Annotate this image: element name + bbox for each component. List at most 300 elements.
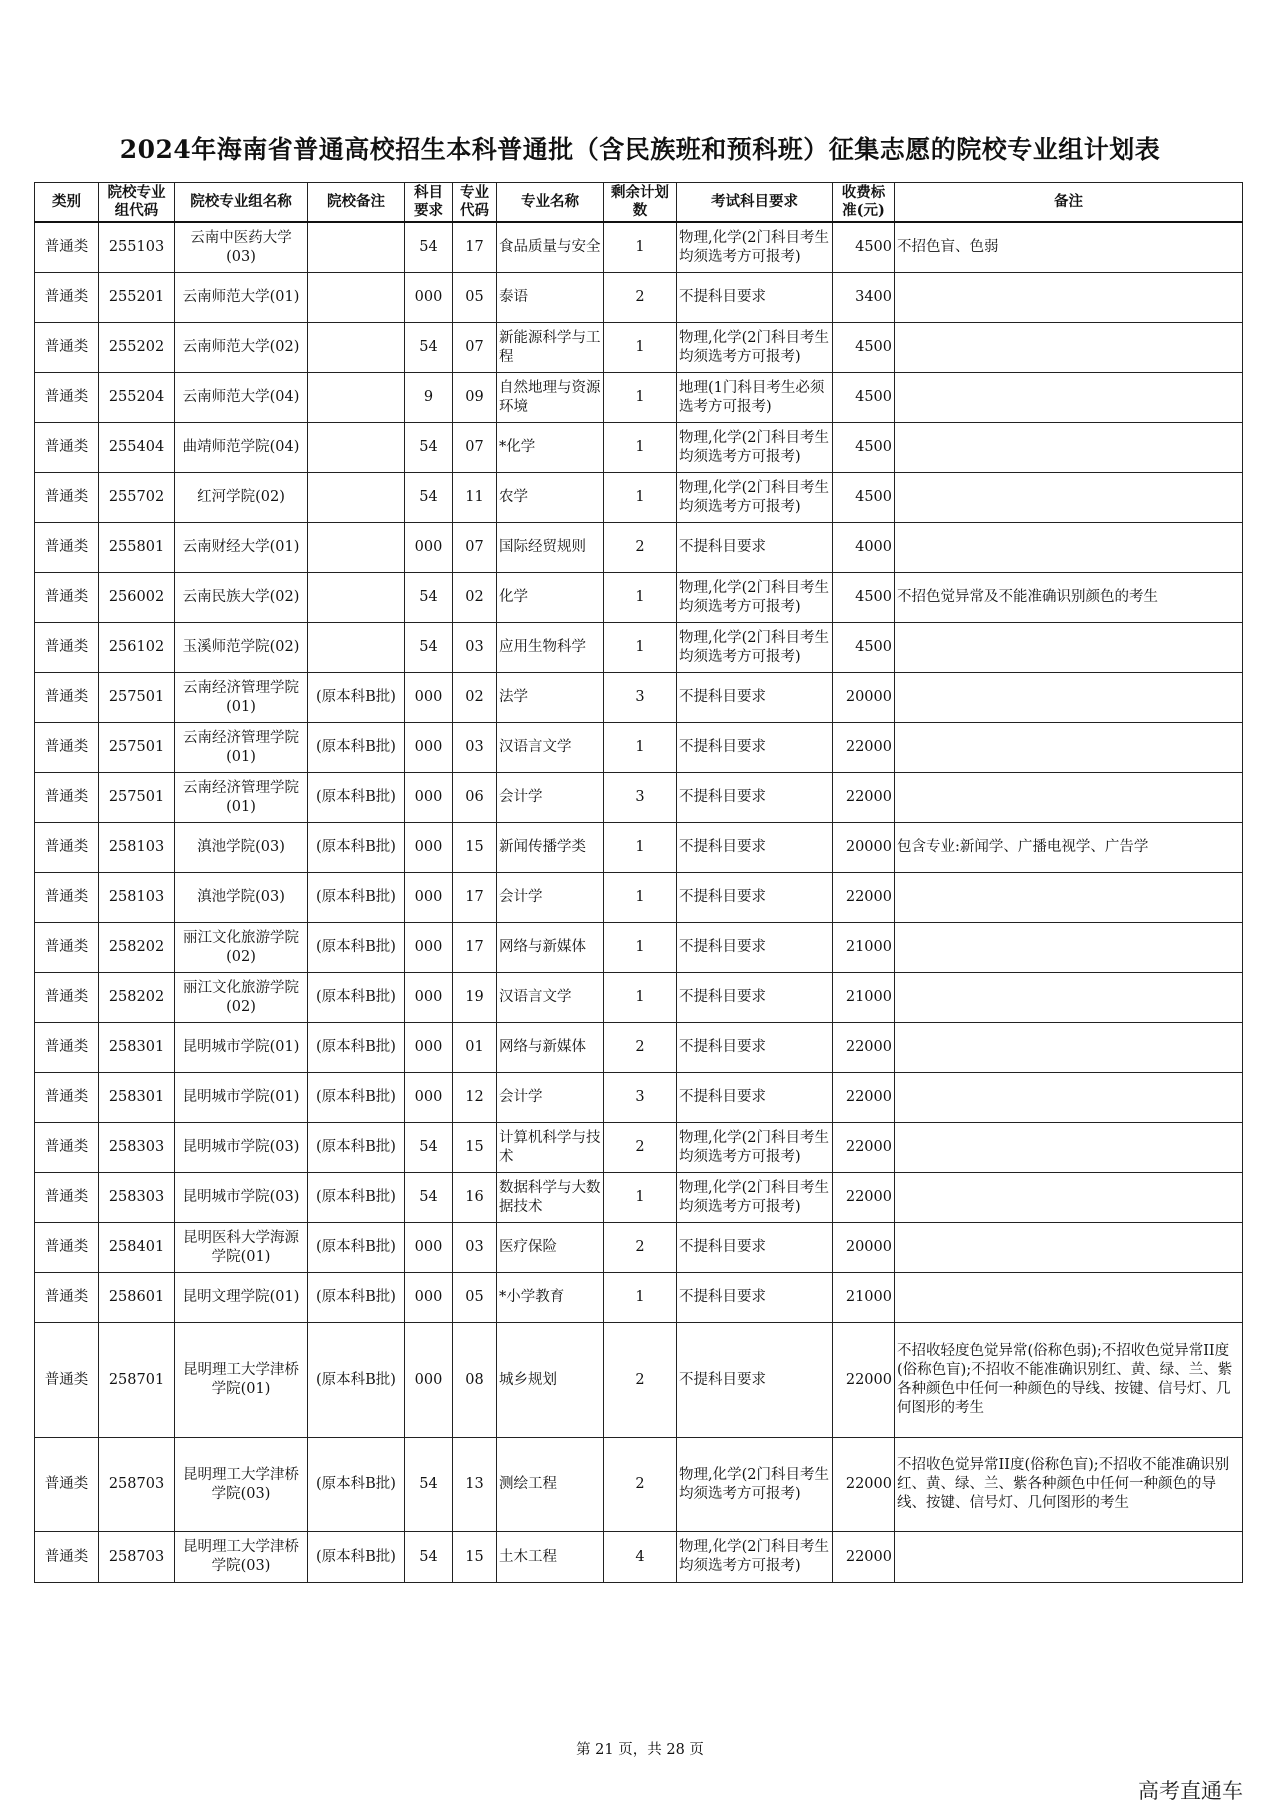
cell-major-code: 09 [453, 373, 497, 423]
cell-group-name: 昆明理工大学津桥学院(03) [175, 1532, 308, 1583]
cell-remaining-plan: 2 [604, 523, 677, 573]
table-row [35, 823, 1243, 873]
cell-remarks [895, 373, 1243, 423]
cell-group-name: 昆明理工大学津桥学院(03) [175, 1438, 308, 1532]
cell-remaining-plan: 1 [604, 723, 677, 773]
cell-exam-subject-req: 不提科目要求 [677, 723, 833, 773]
cell-major-code: 12 [453, 1073, 497, 1123]
table-row [35, 673, 1243, 723]
cell-remaining-plan: 1 [604, 623, 677, 673]
cell-remaining-plan: 1 [604, 473, 677, 523]
table-row [35, 873, 1243, 923]
cell-school-note: (原本科B批) [308, 1438, 405, 1532]
cell-subject-req: 000 [405, 1323, 453, 1438]
cell-remarks [895, 1173, 1243, 1223]
cell-group-name: 曲靖师范学院(04) [175, 423, 308, 473]
cell-group-name: 云南师范大学(01) [175, 273, 308, 323]
cell-exam-subject-req: 不提科目要求 [677, 1323, 833, 1438]
cell-remaining-plan: 3 [604, 1073, 677, 1123]
cell-remaining-plan: 2 [604, 1223, 677, 1273]
cell-major-code: 07 [453, 323, 497, 373]
cell-school-note [308, 273, 405, 323]
cell-group-code: 255702 [99, 473, 175, 523]
cell-school-note: (原本科B批) [308, 1532, 405, 1583]
cell-fee: 22000 [833, 723, 895, 773]
cell-remarks [895, 723, 1243, 773]
cell-category: 普通类 [35, 923, 99, 973]
cell-school-note: (原本科B批) [308, 1223, 405, 1273]
cell-subject-req: 9 [405, 373, 453, 423]
table-row [35, 273, 1243, 323]
cell-major-name: 土木工程 [497, 1532, 604, 1583]
cell-group-code: 255201 [99, 273, 175, 323]
cell-remarks [895, 1023, 1243, 1073]
cell-subject-req: 54 [405, 623, 453, 673]
cell-major-name: 农学 [497, 473, 604, 523]
cell-group-code: 258301 [99, 1073, 175, 1123]
cell-category: 普通类 [35, 1223, 99, 1273]
cell-major-code: 03 [453, 1223, 497, 1273]
cell-school-note: (原本科B批) [308, 773, 405, 823]
cell-fee: 22000 [833, 1023, 895, 1073]
cell-category: 普通类 [35, 1073, 99, 1123]
cell-school-note [308, 523, 405, 573]
cell-remarks [895, 523, 1243, 573]
header-exam-subject-req: 考试科目要求 [677, 183, 833, 223]
cell-group-name: 昆明城市学院(01) [175, 1073, 308, 1123]
cell-fee: 22000 [833, 1123, 895, 1173]
header-category: 类别 [35, 183, 99, 223]
cell-subject-req: 54 [405, 423, 453, 473]
cell-exam-subject-req: 不提科目要求 [677, 523, 833, 573]
cell-category: 普通类 [35, 1273, 99, 1323]
cell-category: 普通类 [35, 273, 99, 323]
cell-category: 普通类 [35, 1438, 99, 1532]
cell-remarks [895, 423, 1243, 473]
cell-school-note: (原本科B批) [308, 973, 405, 1023]
cell-remaining-plan: 1 [604, 923, 677, 973]
cell-exam-subject-req: 不提科目要求 [677, 1273, 833, 1323]
cell-fee: 22000 [833, 773, 895, 823]
cell-subject-req: 000 [405, 973, 453, 1023]
cell-major-name: 会计学 [497, 873, 604, 923]
cell-major-name: 食品质量与安全 [497, 222, 604, 273]
cell-major-code: 02 [453, 573, 497, 623]
cell-school-note: (原本科B批) [308, 1173, 405, 1223]
cell-major-name: 法学 [497, 673, 604, 723]
cell-fee: 22000 [833, 873, 895, 923]
cell-group-code: 258303 [99, 1123, 175, 1173]
header-group-name: 院校专业组名称 [175, 183, 308, 223]
cell-remaining-plan: 1 [604, 373, 677, 423]
cell-school-note [308, 373, 405, 423]
cell-fee: 4000 [833, 523, 895, 573]
cell-exam-subject-req: 不提科目要求 [677, 773, 833, 823]
cell-remarks [895, 1073, 1243, 1123]
cell-subject-req: 000 [405, 723, 453, 773]
cell-major-name: 会计学 [497, 1073, 604, 1123]
cell-major-code: 19 [453, 973, 497, 1023]
cell-subject-req: 000 [405, 523, 453, 573]
cell-school-note [308, 623, 405, 673]
table-header-row [35, 183, 1243, 223]
table-row [35, 623, 1243, 673]
cell-exam-subject-req: 不提科目要求 [677, 973, 833, 1023]
cell-category: 普通类 [35, 673, 99, 723]
cell-major-name: *化学 [497, 423, 604, 473]
cell-group-code: 255404 [99, 423, 175, 473]
cell-exam-subject-req: 不提科目要求 [677, 873, 833, 923]
cell-subject-req: 54 [405, 473, 453, 523]
table-row [35, 473, 1243, 523]
cell-school-note: (原本科B批) [308, 1023, 405, 1073]
cell-fee: 4500 [833, 222, 895, 273]
cell-exam-subject-req: 物理,化学(2门科目考生均须选考方可报考) [677, 222, 833, 273]
cell-category: 普通类 [35, 723, 99, 773]
cell-major-code: 07 [453, 423, 497, 473]
cell-group-name: 昆明城市学院(03) [175, 1123, 308, 1173]
table-row [35, 222, 1243, 273]
cell-school-note: (原本科B批) [308, 823, 405, 873]
table-row [35, 1273, 1243, 1323]
cell-major-name: 网络与新媒体 [497, 923, 604, 973]
cell-remarks [895, 1223, 1243, 1273]
cell-group-code: 258401 [99, 1223, 175, 1273]
cell-remarks [895, 973, 1243, 1023]
cell-major-code: 15 [453, 1532, 497, 1583]
table-row [35, 1073, 1243, 1123]
cell-fee: 22000 [833, 1323, 895, 1438]
table-row [35, 1173, 1243, 1223]
cell-major-code: 17 [453, 222, 497, 273]
cell-major-code: 01 [453, 1023, 497, 1073]
cell-group-code: 258703 [99, 1532, 175, 1583]
cell-remarks [895, 273, 1243, 323]
cell-category: 普通类 [35, 423, 99, 473]
cell-fee: 4500 [833, 473, 895, 523]
cell-school-note [308, 323, 405, 373]
cell-exam-subject-req: 不提科目要求 [677, 1073, 833, 1123]
cell-remaining-plan: 2 [604, 273, 677, 323]
watermark: 高考直通车 [1138, 1779, 1243, 1803]
cell-remarks: 不招收色觉异常II度(俗称色盲);不招收不能准确识别红、黄、绿、兰、紫各种颜色中任何一种颜色的导线、按键、信号灯、几何图形的考生 [895, 1438, 1243, 1532]
cell-group-name: 滇池学院(03) [175, 873, 308, 923]
cell-group-name: 昆明城市学院(03) [175, 1173, 308, 1223]
cell-major-code: 15 [453, 1123, 497, 1173]
cell-group-code: 258202 [99, 973, 175, 1023]
cell-remarks [895, 623, 1243, 673]
cell-remarks [895, 873, 1243, 923]
cell-remaining-plan: 1 [604, 1173, 677, 1223]
cell-fee: 22000 [833, 1173, 895, 1223]
cell-exam-subject-req: 不提科目要求 [677, 823, 833, 873]
table-row [35, 373, 1243, 423]
cell-fee: 4500 [833, 423, 895, 473]
table-row [35, 1323, 1243, 1438]
header-fee: 收费标准(元) [833, 183, 895, 223]
cell-remaining-plan: 2 [604, 1023, 677, 1073]
cell-subject-req: 54 [405, 1438, 453, 1532]
cell-subject-req: 000 [405, 1223, 453, 1273]
table-row [35, 523, 1243, 573]
plan-table [34, 182, 1243, 1583]
cell-group-code: 257501 [99, 773, 175, 823]
cell-major-name: 城乡规划 [497, 1323, 604, 1438]
cell-remaining-plan: 1 [604, 823, 677, 873]
cell-major-code: 13 [453, 1438, 497, 1532]
cell-major-code: 17 [453, 873, 497, 923]
table-row [35, 1123, 1243, 1173]
cell-category: 普通类 [35, 373, 99, 423]
cell-major-code: 05 [453, 1273, 497, 1323]
cell-remarks [895, 1532, 1243, 1583]
cell-subject-req: 000 [405, 673, 453, 723]
cell-category: 普通类 [35, 823, 99, 873]
cell-group-code: 255202 [99, 323, 175, 373]
cell-remaining-plan: 1 [604, 873, 677, 923]
cell-group-code: 255801 [99, 523, 175, 573]
cell-subject-req: 000 [405, 923, 453, 973]
cell-remaining-plan: 1 [604, 1273, 677, 1323]
cell-subject-req: 54 [405, 1123, 453, 1173]
cell-group-name: 云南民族大学(02) [175, 573, 308, 623]
cell-remarks: 不招色觉异常及不能准确识别颜色的考生 [895, 573, 1243, 623]
cell-group-name: 云南师范大学(02) [175, 323, 308, 373]
table-row [35, 1438, 1243, 1532]
cell-major-code: 17 [453, 923, 497, 973]
cell-subject-req: 54 [405, 1532, 453, 1583]
page-title: 2024年海南省普通高校招生本科普通批（含民族班和预科班）征集志愿的院校专业组计划表 [119, 135, 1161, 164]
cell-group-name: 云南经济管理学院(01) [175, 773, 308, 823]
cell-subject-req: 000 [405, 873, 453, 923]
cell-category: 普通类 [35, 1532, 99, 1583]
cell-major-code: 05 [453, 273, 497, 323]
table-row [35, 423, 1243, 473]
cell-major-name: 计算机科学与技术 [497, 1123, 604, 1173]
cell-remarks [895, 1273, 1243, 1323]
cell-major-name: 医疗保险 [497, 1223, 604, 1273]
cell-major-name: 会计学 [497, 773, 604, 823]
cell-category: 普通类 [35, 523, 99, 573]
header-remaining-plan: 剩余计划数 [604, 183, 677, 223]
cell-major-name: 新能源科学与工程 [497, 323, 604, 373]
cell-remaining-plan: 4 [604, 1532, 677, 1583]
cell-group-code: 258303 [99, 1173, 175, 1223]
cell-subject-req: 000 [405, 1023, 453, 1073]
cell-group-name: 昆明理工大学津桥学院(01) [175, 1323, 308, 1438]
cell-group-code: 258703 [99, 1438, 175, 1532]
page-footer: 第 21 页，共 28 页 [576, 1742, 704, 1758]
cell-school-note: (原本科B批) [308, 723, 405, 773]
table-row [35, 1023, 1243, 1073]
cell-category: 普通类 [35, 623, 99, 673]
cell-remarks: 包含专业:新闻学、广播电视学、广告学 [895, 823, 1243, 873]
cell-exam-subject-req: 物理,化学(2门科目考生均须选考方可报考) [677, 323, 833, 373]
cell-major-code: 16 [453, 1173, 497, 1223]
cell-group-name: 云南经济管理学院(01) [175, 673, 308, 723]
cell-school-note [308, 423, 405, 473]
cell-exam-subject-req: 物理,化学(2门科目考生均须选考方可报考) [677, 623, 833, 673]
cell-exam-subject-req: 不提科目要求 [677, 923, 833, 973]
cell-remaining-plan: 2 [604, 1438, 677, 1532]
cell-fee: 21000 [833, 973, 895, 1023]
cell-category: 普通类 [35, 323, 99, 373]
cell-school-note: (原本科B批) [308, 1073, 405, 1123]
table-row [35, 1532, 1243, 1583]
cell-category: 普通类 [35, 222, 99, 273]
cell-exam-subject-req: 不提科目要求 [677, 673, 833, 723]
cell-fee: 20000 [833, 823, 895, 873]
table-row [35, 323, 1243, 373]
cell-group-code: 255204 [99, 373, 175, 423]
header-group-code: 院校专业组代码 [99, 183, 175, 223]
cell-remarks [895, 673, 1243, 723]
table-row [35, 573, 1243, 623]
cell-fee: 4500 [833, 373, 895, 423]
cell-group-name: 云南经济管理学院(01) [175, 723, 308, 773]
cell-major-name: 汉语言文学 [497, 723, 604, 773]
cell-group-code: 258701 [99, 1323, 175, 1438]
cell-category: 普通类 [35, 973, 99, 1023]
cell-exam-subject-req: 不提科目要求 [677, 273, 833, 323]
cell-fee: 4500 [833, 623, 895, 673]
cell-school-note: (原本科B批) [308, 1323, 405, 1438]
cell-major-code: 07 [453, 523, 497, 573]
cell-group-code: 258301 [99, 1023, 175, 1073]
header-major-name: 专业名称 [497, 183, 604, 223]
cell-exam-subject-req: 物理,化学(2门科目考生均须选考方可报考) [677, 1532, 833, 1583]
cell-group-name: 丽江文化旅游学院(02) [175, 923, 308, 973]
cell-major-code: 03 [453, 623, 497, 673]
cell-major-name: *小学教育 [497, 1273, 604, 1323]
cell-fee: 22000 [833, 1438, 895, 1532]
cell-remaining-plan: 2 [604, 1123, 677, 1173]
cell-exam-subject-req: 物理,化学(2门科目考生均须选考方可报考) [677, 1438, 833, 1532]
cell-fee: 20000 [833, 673, 895, 723]
cell-major-name: 国际经贸规则 [497, 523, 604, 573]
cell-group-name: 玉溪师范学院(02) [175, 623, 308, 673]
cell-group-code: 256102 [99, 623, 175, 673]
cell-major-code: 11 [453, 473, 497, 523]
table-row [35, 973, 1243, 1023]
cell-remaining-plan: 3 [604, 673, 677, 723]
cell-fee: 3400 [833, 273, 895, 323]
header-school-note: 院校备注 [308, 183, 405, 223]
cell-major-code: 03 [453, 723, 497, 773]
cell-group-code: 257501 [99, 673, 175, 723]
cell-remaining-plan: 1 [604, 323, 677, 373]
cell-category: 普通类 [35, 573, 99, 623]
cell-major-name: 新闻传播学类 [497, 823, 604, 873]
cell-major-name: 测绘工程 [497, 1438, 604, 1532]
cell-group-name: 昆明城市学院(01) [175, 1023, 308, 1073]
cell-fee: 22000 [833, 1073, 895, 1123]
cell-group-code: 257501 [99, 723, 175, 773]
cell-subject-req: 000 [405, 823, 453, 873]
cell-remarks [895, 1123, 1243, 1173]
cell-subject-req: 000 [405, 273, 453, 323]
cell-fee: 21000 [833, 1273, 895, 1323]
cell-group-code: 258601 [99, 1273, 175, 1323]
cell-exam-subject-req: 不提科目要求 [677, 1223, 833, 1273]
cell-group-name: 昆明医科大学海源学院(01) [175, 1223, 308, 1273]
cell-subject-req: 000 [405, 1073, 453, 1123]
cell-fee: 21000 [833, 923, 895, 973]
cell-remaining-plan: 1 [604, 973, 677, 1023]
cell-group-code: 258103 [99, 873, 175, 923]
cell-subject-req: 54 [405, 222, 453, 273]
cell-school-note: (原本科B批) [308, 673, 405, 723]
cell-school-note [308, 573, 405, 623]
cell-major-name: 数据科学与大数据技术 [497, 1173, 604, 1223]
cell-exam-subject-req: 物理,化学(2门科目考生均须选考方可报考) [677, 473, 833, 523]
cell-group-name: 云南财经大学(01) [175, 523, 308, 573]
cell-exam-subject-req: 物理,化学(2门科目考生均须选考方可报考) [677, 1123, 833, 1173]
cell-remarks [895, 923, 1243, 973]
cell-group-name: 红河学院(02) [175, 473, 308, 523]
table-row [35, 723, 1243, 773]
cell-category: 普通类 [35, 1323, 99, 1438]
cell-remarks: 不招收轻度色觉异常(俗称色弱);不招收色觉异常II度(俗称色盲);不招收不能准确识别红、黄、绿、兰、紫各种颜色中任何一种颜色的导线、按键、信号灯、几何图形的考生 [895, 1323, 1243, 1438]
cell-major-code: 06 [453, 773, 497, 823]
cell-exam-subject-req: 不提科目要求 [677, 1023, 833, 1073]
cell-fee: 4500 [833, 323, 895, 373]
cell-group-code: 255103 [99, 222, 175, 273]
cell-remaining-plan: 3 [604, 773, 677, 823]
cell-school-note: (原本科B批) [308, 873, 405, 923]
cell-category: 普通类 [35, 1123, 99, 1173]
cell-group-name: 云南中医药大学(03) [175, 222, 308, 273]
cell-remaining-plan: 1 [604, 222, 677, 273]
cell-subject-req: 000 [405, 773, 453, 823]
cell-remarks: 不招色盲、色弱 [895, 222, 1243, 273]
cell-major-name: 网络与新媒体 [497, 1023, 604, 1073]
header-major-code: 专业代码 [453, 183, 497, 223]
cell-group-name: 滇池学院(03) [175, 823, 308, 873]
cell-exam-subject-req: 地理(1门科目考生必须选考方可报考) [677, 373, 833, 423]
cell-category: 普通类 [35, 1023, 99, 1073]
header-subject-req: 科目要求 [405, 183, 453, 223]
cell-remaining-plan: 1 [604, 573, 677, 623]
cell-group-name: 昆明文理学院(01) [175, 1273, 308, 1323]
cell-major-name: 化学 [497, 573, 604, 623]
cell-school-note: (原本科B批) [308, 923, 405, 973]
cell-group-code: 258103 [99, 823, 175, 873]
cell-exam-subject-req: 物理,化学(2门科目考生均须选考方可报考) [677, 423, 833, 473]
cell-category: 普通类 [35, 473, 99, 523]
cell-fee: 4500 [833, 573, 895, 623]
header-remarks: 备注 [895, 183, 1243, 223]
cell-subject-req: 54 [405, 323, 453, 373]
cell-exam-subject-req: 物理,化学(2门科目考生均须选考方可报考) [677, 1173, 833, 1223]
cell-school-note: (原本科B批) [308, 1123, 405, 1173]
cell-exam-subject-req: 物理,化学(2门科目考生均须选考方可报考) [677, 573, 833, 623]
table-row [35, 923, 1243, 973]
cell-remarks [895, 773, 1243, 823]
cell-major-name: 泰语 [497, 273, 604, 323]
cell-fee: 20000 [833, 1223, 895, 1273]
cell-category: 普通类 [35, 773, 99, 823]
cell-remarks [895, 323, 1243, 373]
cell-remaining-plan: 1 [604, 423, 677, 473]
cell-major-name: 汉语言文学 [497, 973, 604, 1023]
table-row [35, 773, 1243, 823]
cell-major-code: 02 [453, 673, 497, 723]
cell-group-code: 256002 [99, 573, 175, 623]
cell-remarks [895, 473, 1243, 523]
cell-school-note [308, 222, 405, 273]
cell-major-code: 15 [453, 823, 497, 873]
